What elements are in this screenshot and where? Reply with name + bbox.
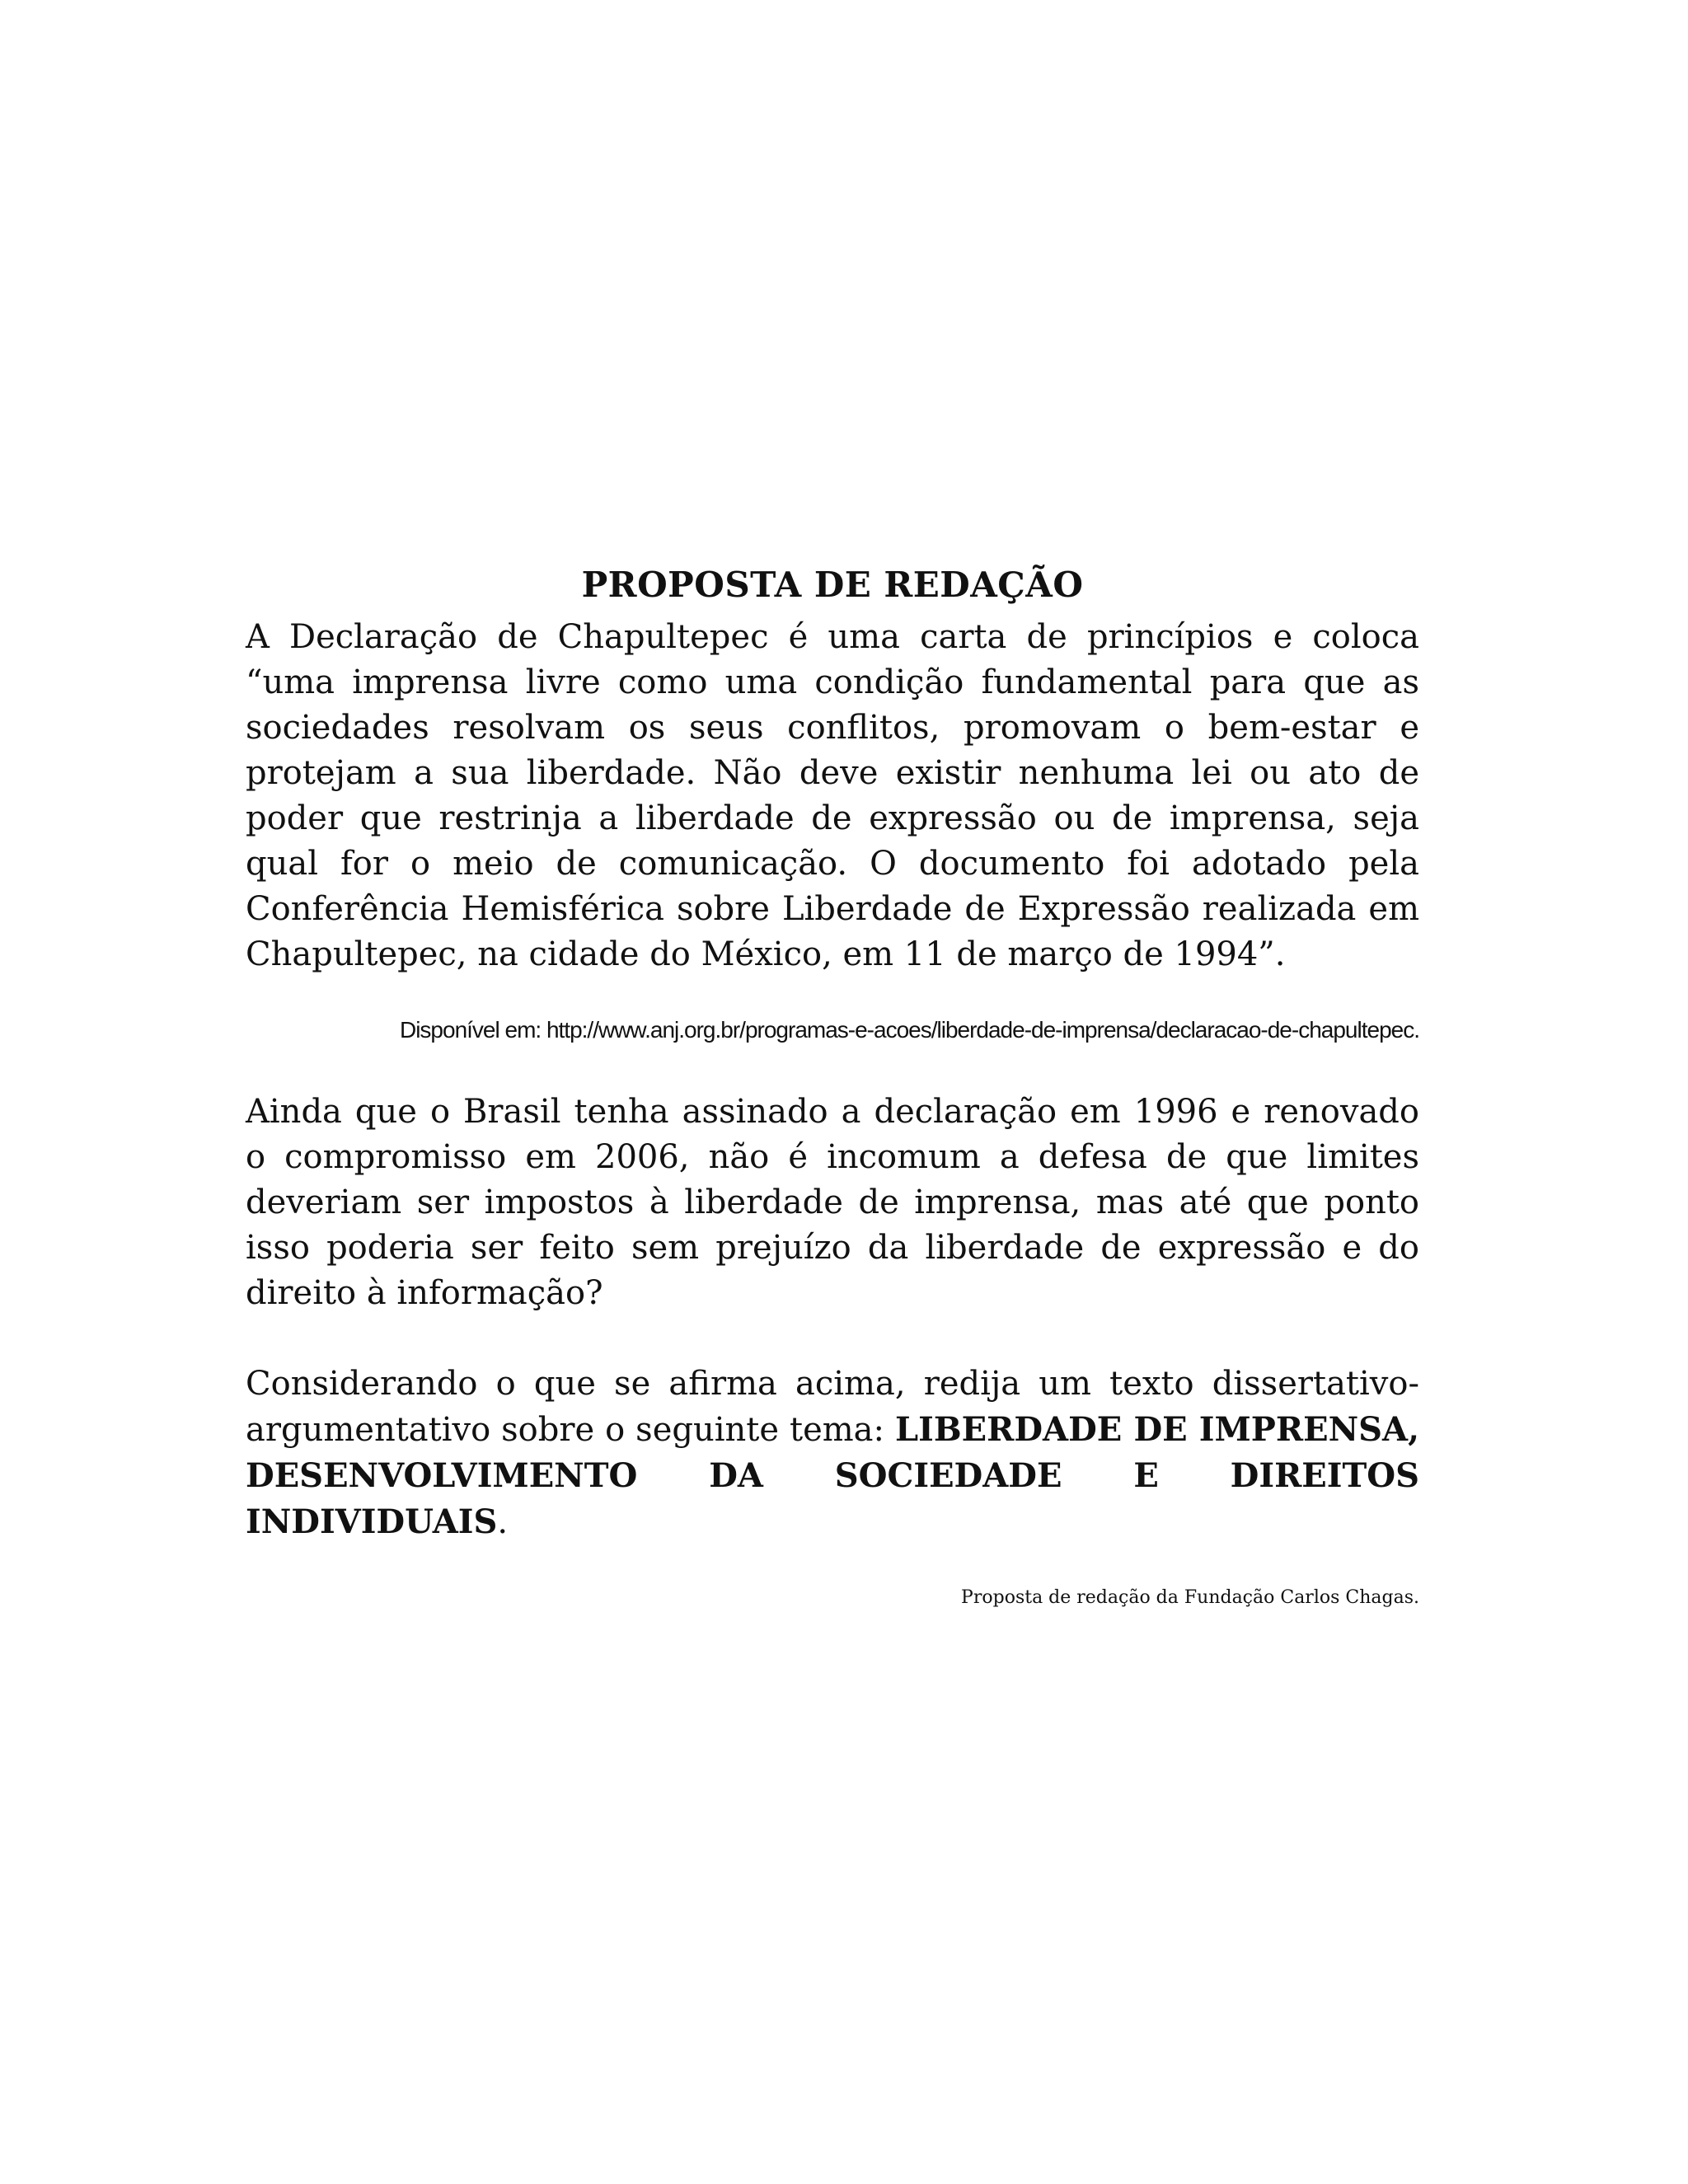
document-content <box>246 560 1419 1611</box>
instruction-end: . <box>497 1503 509 1541</box>
instruction-text: Considerando o que se afirma acima, redija um texto dissertativo-argumentativo sobre o seguinte tema: <box>246 1365 1419 1449</box>
instruction-paragraph <box>246 1361 1419 1545</box>
proposal-credit: Proposta de redação da Fundação Carlos Chagas. <box>961 1587 1419 1608</box>
essay-theme: LIBERDADE DE IMPRENSA, DESENVOLVIMENTO DA SOCIEDADE E DIREITOS INDIVIDUAIS <box>246 1410 1420 1541</box>
context-paragraph: Ainda que o Brasil tenha assinado a declaração em 1996 e renovado o compromisso em 2006, não é incomum a defesa de que limites deveriam ser impostos à liberdade de imprensa, mas até que ponto isso poderia ser feito sem prejuízo da liberdade de expressão e do direito à informação? <box>246 1093 1419 1312</box>
page-title: PROPOSTA DE REDAÇÃO <box>581 565 1084 605</box>
source-citation: Disponível em: http://www.anj.org.br/programas-e-acoes/liberdade-de-imprensa/declaracao-de-chapultepec. <box>399 1017 1419 1043</box>
quote-paragraph: A Declaração de Chapultepec é uma carta de princípios e coloca “uma imprensa livre como uma condição fundamental para que as sociedades resolvam os seus conflitos, promovam o bem-estar e protejam a sua liberdade. Não deve existir nenhuma lei ou ato de poder que restrinja a liberdade de expressão ou de imprensa, seja qual for o meio de comunicação. O documento foi adotado pela Conferência Hemisférica sobre Liberdade de Expressão realizada em Chapultepec, na cidade do México, em 11 de março de 1994”. <box>246 618 1419 973</box>
